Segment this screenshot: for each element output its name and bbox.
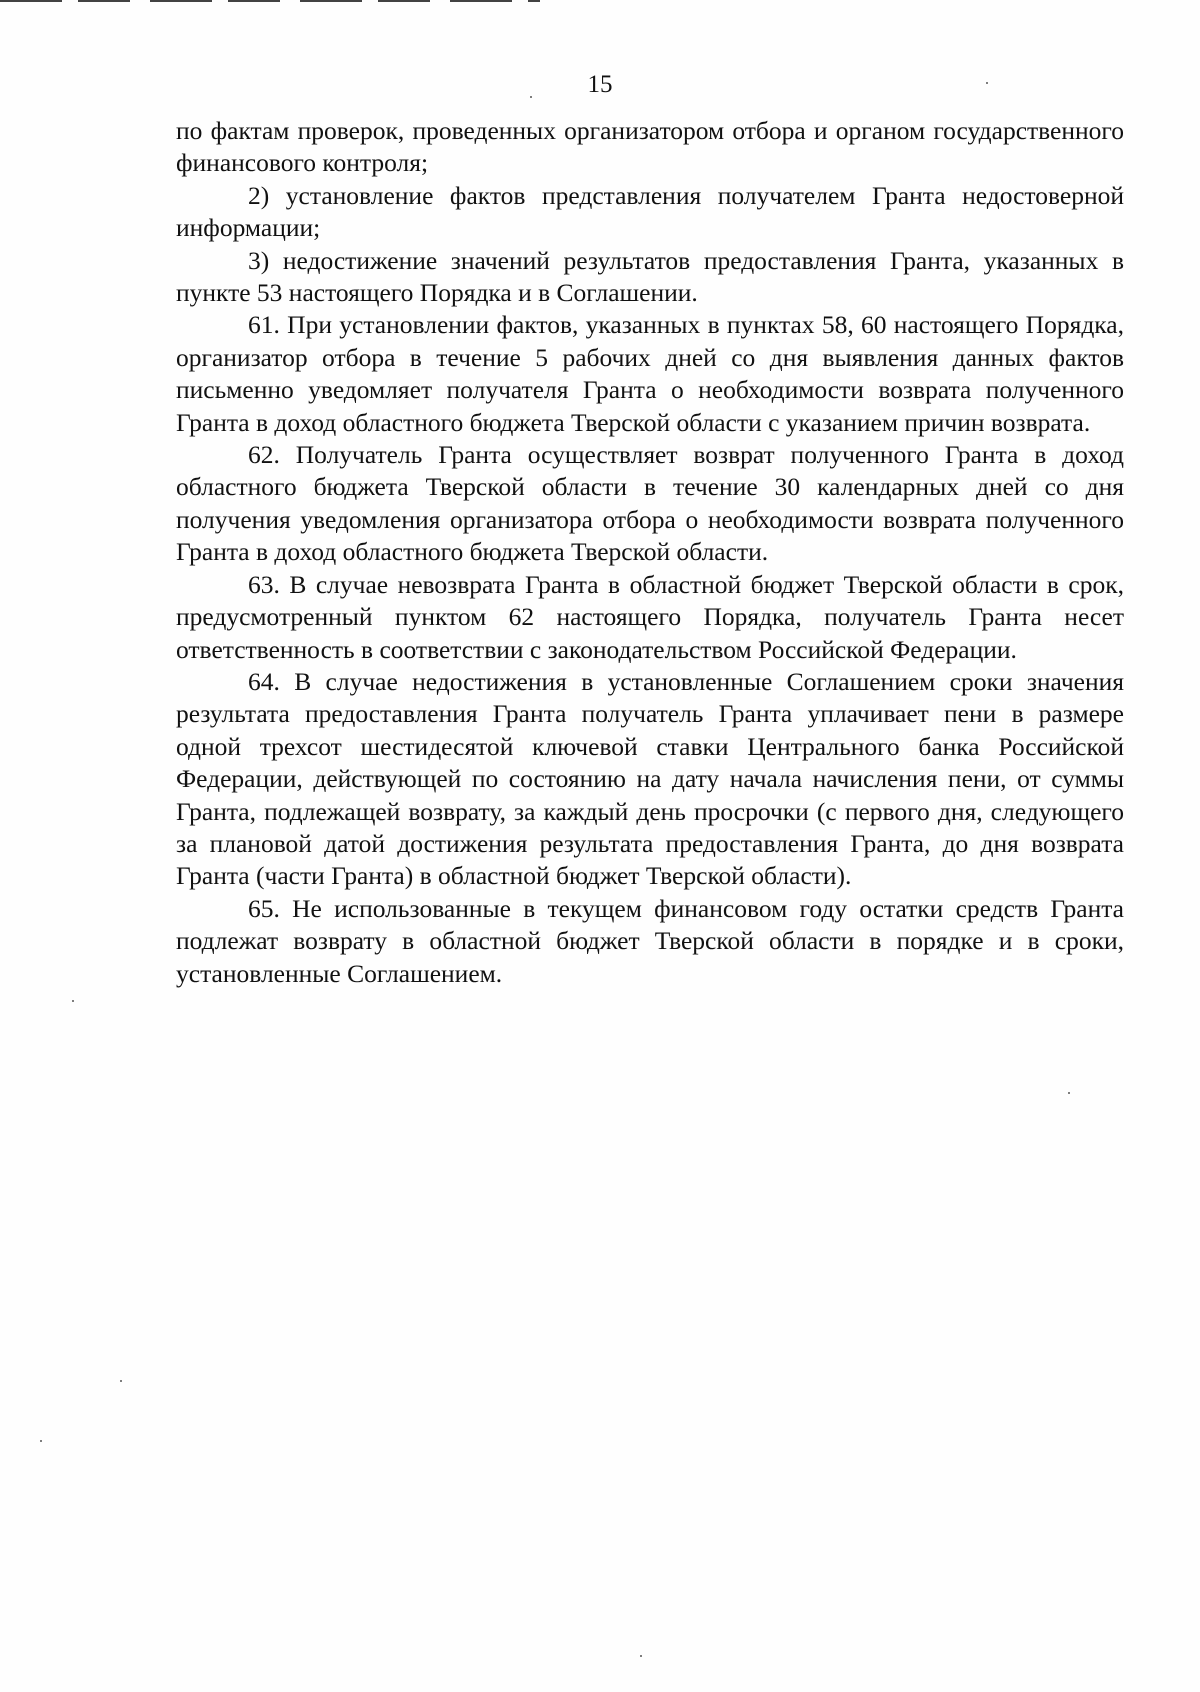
document-body (176, 115, 1124, 990)
scan-speck (530, 96, 532, 98)
scan-speck (640, 1655, 642, 1657)
paragraph-item-3: 3) недостижение значений результатов предоставления Гранта, указанных в пункте 53 настоящего Порядка и в Соглашении. (176, 245, 1124, 308)
paragraph-continuation: по фактам проверок, проведенных организатором отбора и органом государственного финансового контроля; (176, 116, 1124, 178)
scan-speck (1068, 1092, 1070, 1094)
page-number: 15 (587, 71, 613, 98)
paragraph-item-2: 2) установление фактов представления получателем Гранта недостоверной информации; (176, 180, 1124, 243)
paragraph-62: 62. Получатель Гранта осуществляет возврат полученного Гранта в доход областного бюджета Тверской области в течение 30 календарных дней со дня получения уведомления организатора отбора о необходимости возврата полученного Гранта в доход областного бюджета Тверской области. (176, 440, 1124, 567)
scan-edge-artifact (0, 0, 540, 2)
paragraph-65: 65. Не использованные в текущем финансовом году остатки средств Гранта подлежат возврату в областной бюджет Тверской области в порядке и в сроки, установленные Соглашением. (176, 893, 1124, 988)
paragraph-64: 64. В случае недостижения в установленные Соглашением сроки значения результата предоставления Гранта получатель Гранта уплачивает пени в размере одной трехсот шестидесятой ключевой ставки Центрального банка Российской Федерации, действующей по состоянию на дату начала начисления пени, от суммы Гранта, подлежащей возврату, за каждый день просрочки (с первого дня, следующего за плановой датой достижения результата предоставления Гранта, до дня возврата Гранта (части Гранта) в областной бюджет Тверской области). (176, 666, 1124, 891)
scan-speck (72, 1000, 74, 1002)
scan-speck (40, 1440, 42, 1442)
paragraph-61: 61. При установлении фактов, указанных в пунктах 58, 60 настоящего Порядка, организатор отбора в течение 5 рабочих дней со дня выявления данных фактов письменно уведомляет получателя Гранта о необходимости возврата полученного Гранта в доход областного бюджета Тверской области с указанием причин возврата. (176, 310, 1124, 437)
paragraph-63: 63. В случае невозврата Гранта в областной бюджет Тверской области в срок, предусмотренный пунктом 62 настоящего Порядка, получатель Гранта несет ответственность в соответствии с законодательством Российской Федерации. (176, 569, 1124, 664)
scan-speck (986, 82, 988, 84)
scan-speck (120, 1380, 122, 1382)
